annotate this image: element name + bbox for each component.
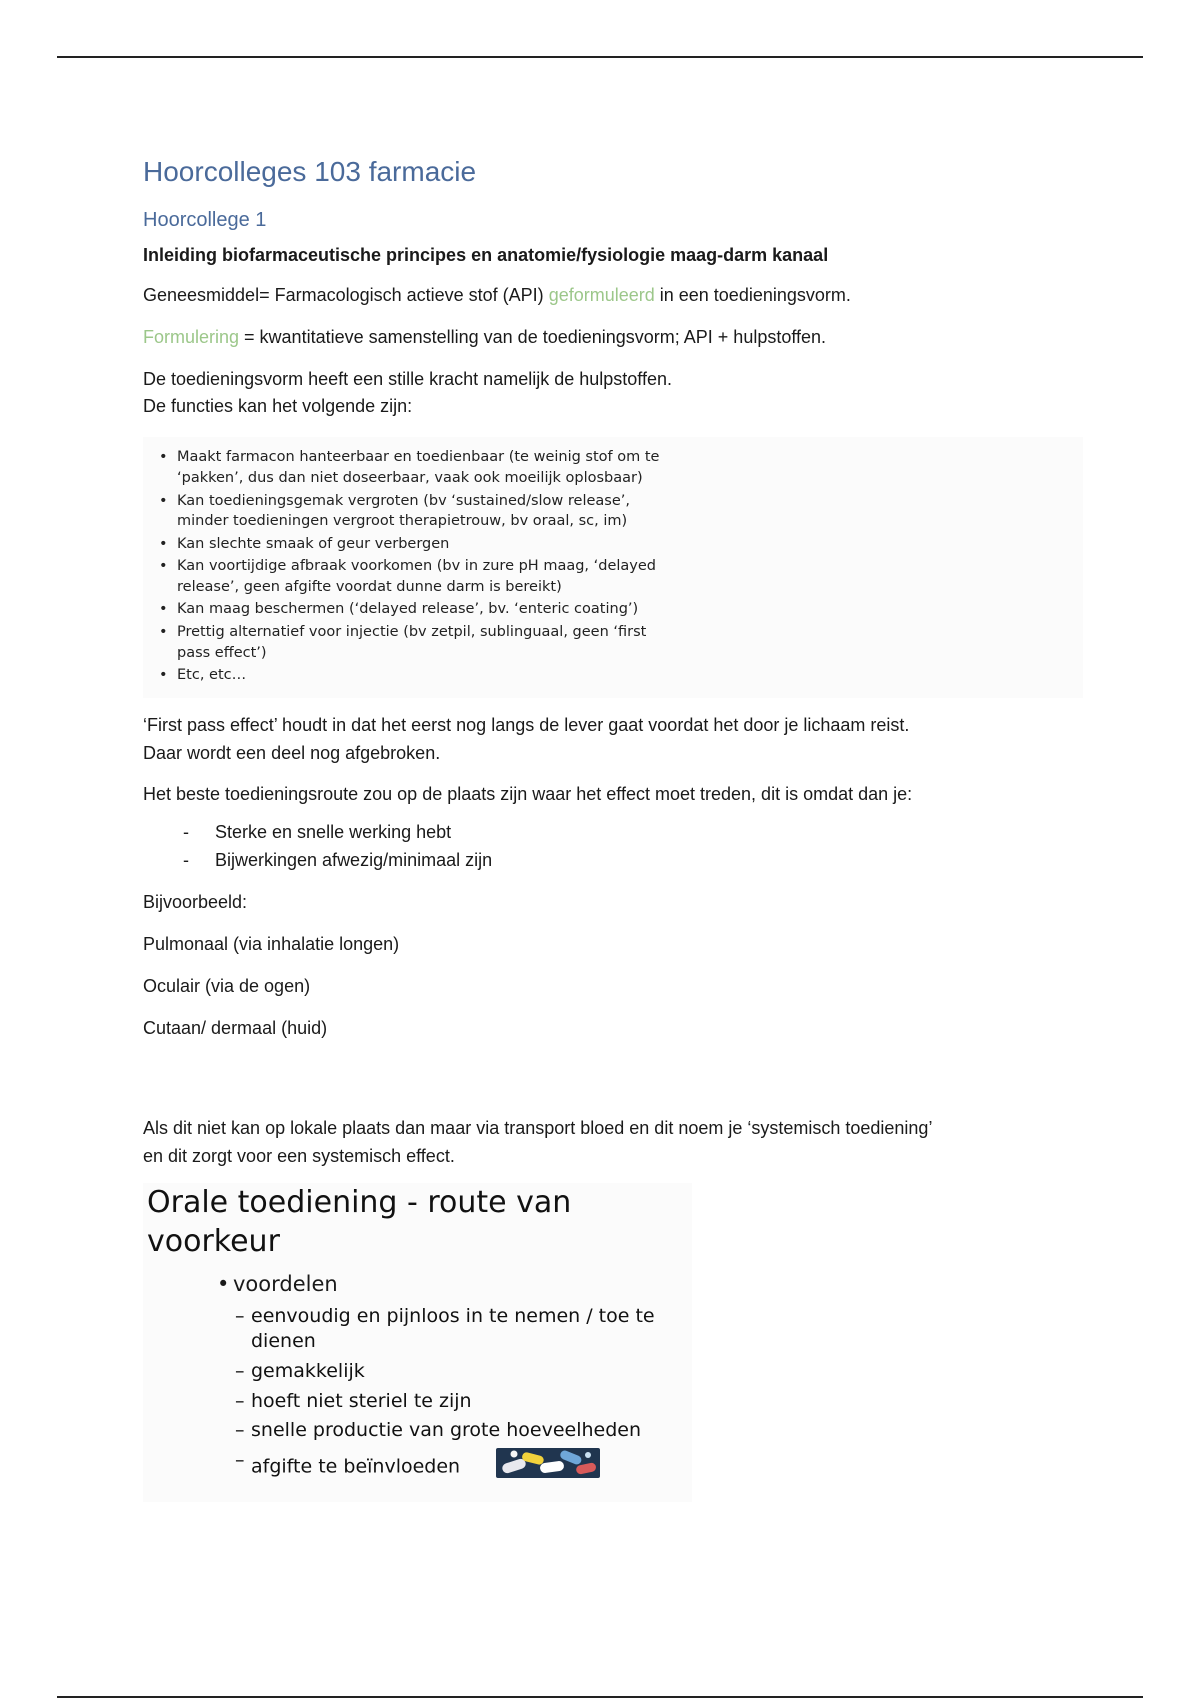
vertical-spacer (143, 1043, 1083, 1101)
formulering-highlight: Formulering (143, 326, 240, 347)
paragraph-first-pass-line2: Daar wordt een deel nog afgebroken. (143, 742, 441, 763)
list-item (235, 1304, 692, 1355)
dash-marker: – (235, 1419, 245, 1442)
list-item (157, 599, 677, 620)
paragraph-beste-route: Het beste toedieningsroute zou op de plaats zijn waar het effect moet treden, dit is omdat dan je: (143, 784, 913, 805)
list-item-text: Bijwerkingen afwezig/minimaal zijn (215, 850, 493, 871)
paragraph-bijvoorbeeld: Bijvoorbeeld: (143, 892, 248, 913)
dash-marker: – (235, 1389, 245, 1412)
list-item-text: eenvoudig en pijnloos in te nemen / toe te dienen (251, 1304, 655, 1353)
list-item (157, 665, 677, 686)
bullet-marker: • (159, 601, 168, 618)
geformuleerd-highlight: geformuleerd (548, 284, 655, 305)
list-item-text: Kan toedieningsgemak vergroten (bv ‘sustained/slow release’, minder toedieningen vergroot therapietrouw, bv oraal, sc, im) (177, 492, 630, 530)
paragraph-functies-line1: De toedieningsvorm heeft een stille kracht namelijk de hulpstoffen. (143, 368, 672, 389)
list-item (183, 819, 1083, 847)
slide-bullet (215, 1271, 692, 1298)
geneesmiddel-text: Geneesmiddel= Farmacologisch actieve stof (API) (143, 284, 549, 305)
slide-image-orale-toediening (143, 1183, 692, 1502)
slide-title: Orale toediening - route van voorkeur (147, 1184, 572, 1259)
dash-marker: - (183, 850, 189, 871)
bullet-marker: • (159, 558, 168, 575)
paragraph-systemisch-line1: Als dit niet kan op lokale plaats dan maar via transport bloed en dit noem je ‘systemisch toediening’ (143, 1117, 933, 1138)
list-item-text: afgifte te beïnvloeden (251, 1455, 461, 1478)
slide-image-functies (143, 437, 1083, 697)
header-rule (57, 56, 1143, 58)
dash-marker: - (183, 822, 189, 843)
list-item (157, 447, 677, 488)
bullet-marker: • (159, 492, 168, 509)
page-body (143, 155, 1083, 1502)
bullet-marker: • (159, 667, 168, 684)
bullet-marker: • (159, 535, 168, 552)
voordelen-list (235, 1304, 692, 1486)
bullet-marker: • (159, 623, 168, 640)
list-item (157, 491, 677, 532)
list-item-text: Kan slechte smaak of geur verbergen (177, 535, 450, 552)
paragraph-formulering (143, 324, 1083, 352)
paragraph-first-pass-line1: ‘First pass effect’ houdt in dat het eerst nog langs de lever gaat voordat het door je lichaam reist. (143, 714, 910, 735)
document-title: Hoorcolleges 103 farmacie (143, 156, 477, 187)
lecture-subtitle: Inleiding biofarmaceutische principes en anatomie/fysiologie maag-darm kanaal (143, 244, 829, 265)
example-oculair: Oculair (via de ogen) (143, 975, 311, 996)
list-item-text: Maakt farmacon hanteerbaar en toedienbaar (te weinig stof om te ‘pakken’, dus dan niet doseerbaar, vaak ook moeilijk oplosbaar) (177, 449, 660, 486)
list-item (235, 1389, 692, 1415)
list-item (157, 622, 677, 663)
section-heading: Hoorcollege 1 (143, 208, 267, 231)
dash-marker: – (235, 1449, 245, 1471)
effect-dash-list (143, 819, 1083, 875)
example-cutaan: Cutaan/ dermaal (huid) (143, 1017, 328, 1038)
list-item-text: Prettig alternatief voor injectie (bv zetpil, sublinguaal, geen ‘first pass effect’) (177, 623, 647, 661)
list-item-text: Kan voortijdige afbraak voorkomen (bv in zure pH maag, ‘delayed release’, geen afgifte voordat dunne darm is bereikt) (177, 558, 656, 595)
geneesmiddel-text-end: in een toedieningsvorm. (654, 284, 851, 305)
list-item-text: Kan maag beschermen (‘delayed release’, bv. ‘enteric coating’) (177, 601, 639, 618)
list-item (235, 1418, 692, 1444)
list-item (157, 534, 677, 555)
list-item-text: hoeft niet steriel te zijn (251, 1389, 472, 1412)
footer-rule (57, 1696, 1143, 1698)
dash-marker: – (235, 1304, 245, 1327)
list-item (235, 1448, 692, 1486)
list-item (157, 556, 677, 597)
list-item-text: snelle productie van grote hoeveelheden (251, 1419, 642, 1442)
list-item-text: gemakkelijk (251, 1360, 365, 1383)
functies-bullet-list (143, 437, 677, 697)
formulering-text: = kwantitatieve samenstelling van de toedieningsvorm; API + hulpstoffen. (239, 326, 827, 347)
paragraph-systemisch-line2: en dit zorgt voor een systemisch effect. (143, 1145, 455, 1166)
dash-marker: – (235, 1360, 245, 1383)
paragraph-functies-line2: De functies kan het volgende zijn: (143, 396, 413, 417)
list-item-text: Etc, etc… (177, 667, 247, 684)
list-item-text: Sterke en snelle werking hebt (215, 822, 452, 843)
bullet-marker: • (217, 1271, 230, 1296)
list-item (183, 847, 1083, 875)
list-item (235, 1359, 692, 1385)
example-pulmonaal: Pulmonaal (via inhalatie longen) (143, 934, 400, 955)
slide-bullet-text: voordelen (233, 1271, 338, 1296)
bullet-marker: • (159, 449, 168, 466)
pills-image (496, 1448, 600, 1486)
paragraph-geneesmiddel (143, 282, 1083, 310)
